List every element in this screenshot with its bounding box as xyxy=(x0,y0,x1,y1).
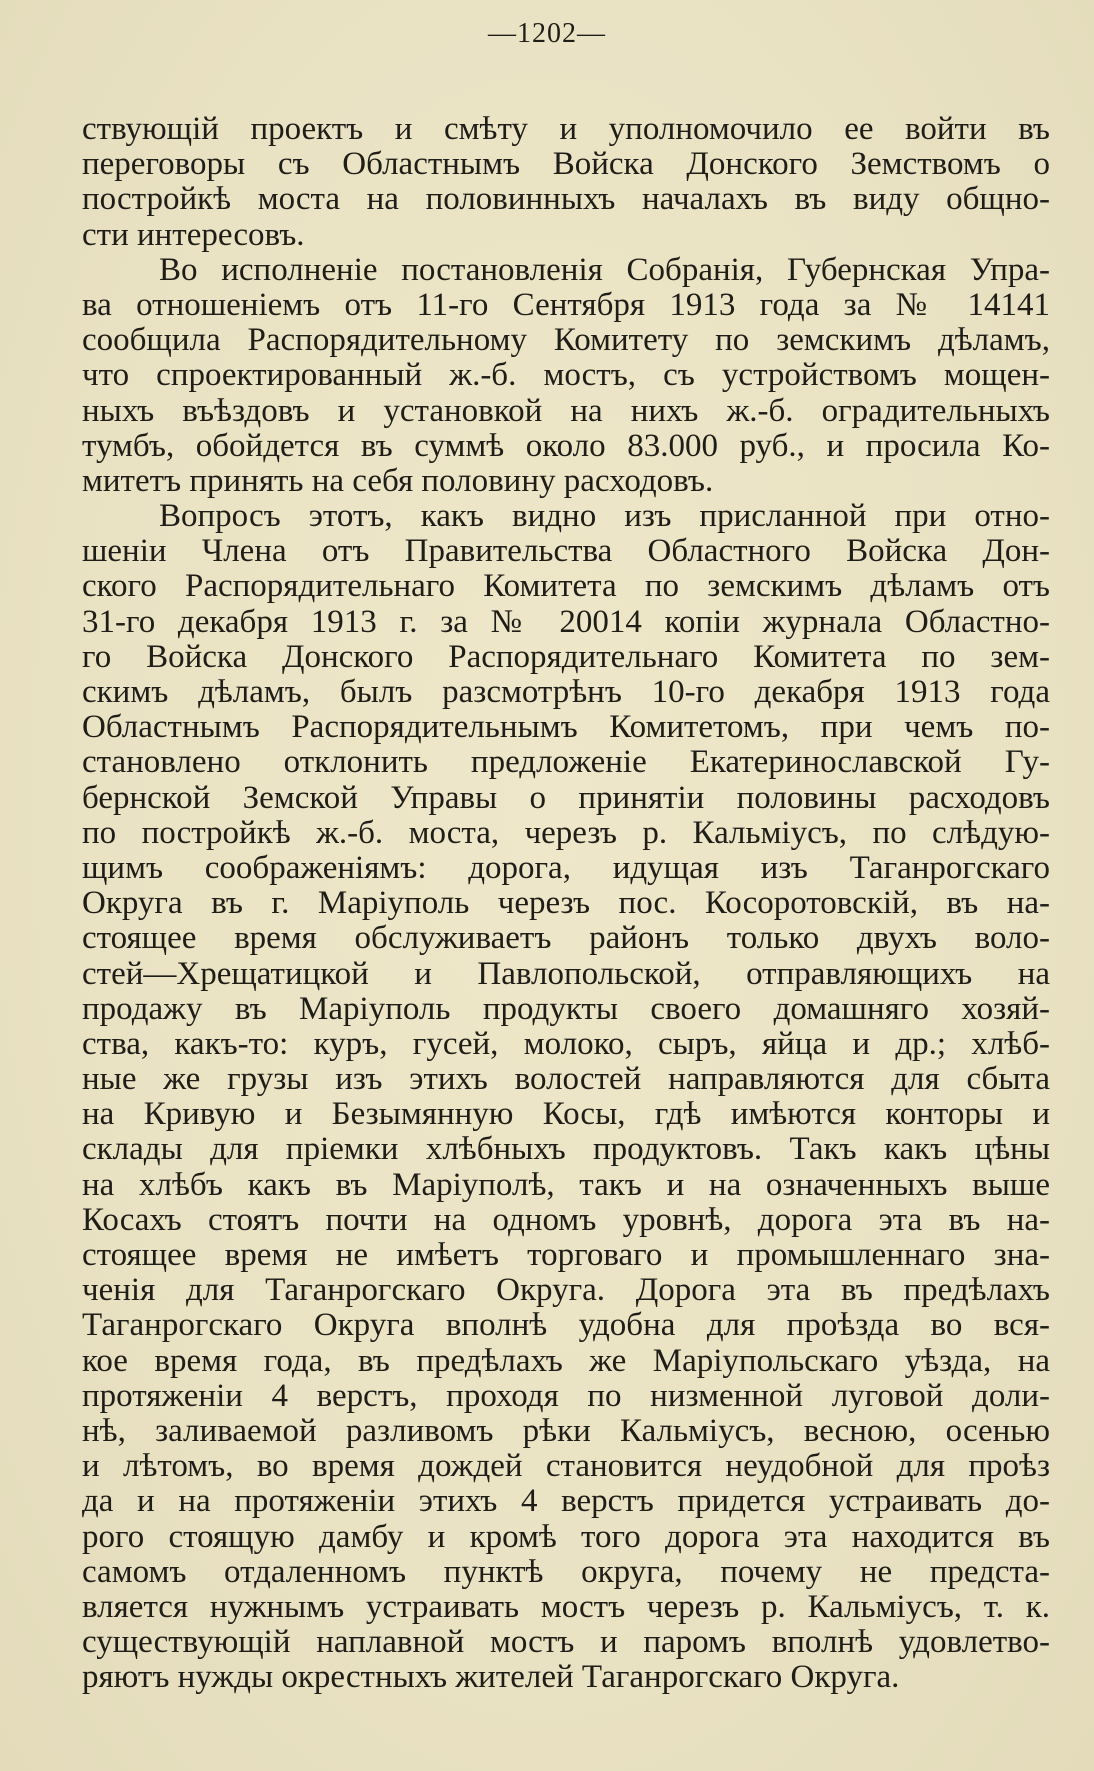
text-line: переговоры съ Областнымъ Войска Донского Земствомъ о xyxy=(82,146,1050,183)
text-line: ныхъ въѣздовъ и установкой на нихъ ж.-б. оградительныхъ xyxy=(82,392,1050,429)
text-line: рого стоящую дамбу и кромѣ того дорога эта находится въ xyxy=(82,1518,1050,1555)
text-line: ствующій проектъ и смѣту и уполномочило ее войти въ xyxy=(82,111,1050,147)
text-line: что спроектированный ж.-б. мостъ, съ устройствомъ мощен- xyxy=(82,357,1050,394)
text-line: сти интересовъ. xyxy=(82,216,305,253)
text-line: 31-го декабря 1913 г. за № 20014 копіи журнала Областно- xyxy=(82,603,1050,640)
text-line: щимъ соображеніямъ: дорога, идущая изъ Таганрогскаго xyxy=(82,849,1050,886)
text-line: продажу въ Маріуполь продукты своего домашняго хозяй- xyxy=(82,990,1050,1027)
text-line: Вопросъ этотъ, какъ видно изъ присланной при отно- xyxy=(159,498,1050,535)
text-line: го Войска Донского Распорядительнаго Комитета по зем- xyxy=(82,638,1050,675)
text-line: стоящее время обслуживаетъ районъ только двухъ воло- xyxy=(82,920,1050,957)
text-line: Округа въ г. Маріуполь черезъ пос. Косоротовскій, въ на- xyxy=(82,885,1050,922)
text-line: ные же грузы изъ этихъ волостей направляются для сбыта xyxy=(82,1061,1050,1098)
text-line: протяженіи 4 верстъ, проходя по низменной луговой доли- xyxy=(82,1377,1050,1414)
text-line: ского Распорядительнаго Комитета по земскимъ дѣламъ отъ xyxy=(82,568,1050,605)
text-line: Таганрогскаго Округа вполнѣ удобна для проѣзда во вся- xyxy=(82,1307,1050,1344)
text-line: тумбъ, обойдется въ суммѣ около 83.000 руб., и просила Ко- xyxy=(82,427,1050,464)
body-text xyxy=(82,112,1050,1695)
text-line: становлено отклонить предложеніе Екатеринославской Гу- xyxy=(82,744,1050,781)
text-line: склады для пріемки хлѣбныхъ продуктовъ. Такъ какъ цѣны xyxy=(82,1131,1050,1168)
text-line: скимъ дѣламъ, былъ разсмотрѣнъ 10-го декабря 1913 года xyxy=(82,674,1050,710)
text-line: кое время года, въ предѣлахъ же Маріупольскаго уѣзда, на xyxy=(82,1342,1050,1379)
text-line: шеніи Члена отъ Правительства Областного Войска Дон- xyxy=(82,533,1050,570)
text-line: по постройкѣ ж.-б. моста, черезъ р. Кальміусъ, по слѣдую- xyxy=(82,814,1050,851)
page-number: —1202— xyxy=(488,18,606,49)
text-line: и лѣтомъ, во время дождей становится неудобной для проѣз xyxy=(82,1448,1050,1485)
text-line: ва отношеніемъ отъ 11-го Сентября 1913 года за № 14141 xyxy=(82,286,1050,323)
text-line: бернской Земской Управы о принятіи половины расходовъ xyxy=(82,779,1050,816)
text-line: нѣ, заливаемой разливомъ рѣки Кальміусъ, весною, осенью xyxy=(82,1412,1050,1449)
text-line: Во исполненіе постановленія Собранія, Губернская Упра- xyxy=(159,251,1050,288)
text-line: существующій наплавной мостъ и паромъ вполнѣ удовлетво- xyxy=(82,1624,1050,1661)
text-line: постройкѣ моста на половинныхъ началахъ въ виду общно- xyxy=(82,181,1050,218)
text-line: на хлѣбъ какъ въ Маріуполѣ, такъ и на означенныхъ выше xyxy=(82,1166,1050,1203)
text-line: митетъ принять на себя половину расходовъ. xyxy=(82,462,714,499)
text-line: ряютъ нужды окрестныхъ жителей Таганрогскаго Округа. xyxy=(82,1659,900,1696)
text-line: стоящее время не имѣетъ торговаго и промышленнаго зна- xyxy=(82,1237,1050,1273)
text-line: ства, какъ-то: куръ, гусей, молоко, сыръ, яйца и др.; хлѣб- xyxy=(82,1025,1050,1062)
text-line: ченія для Таганрогскаго Округа. Дорога эта въ предѣлахъ xyxy=(82,1272,1050,1309)
text-line: вляется нужнымъ устраивать мостъ черезъ р. Кальміусъ, т. к. xyxy=(82,1588,1050,1625)
text-line: сообщила Распорядительному Комитету по земскимъ дѣламъ, xyxy=(82,322,1050,359)
text-line: да и на протяженіи этихъ 4 верстъ придется устраивать до- xyxy=(82,1483,1050,1520)
text-line: Областнымъ Распорядительнымъ Комитетомъ, при чемъ по- xyxy=(82,709,1050,746)
text-line: на Кривую и Безымянную Косы, гдѣ имѣются конторы и xyxy=(82,1096,1050,1133)
text-line: самомъ отдаленномъ пунктѣ округа, почему не предста- xyxy=(82,1553,1050,1590)
text-line: Косахъ стоятъ почти на одномъ уровнѣ, дорога эта въ на- xyxy=(82,1201,1050,1238)
text-line: стей—Хрещатицкой и Павлопольской, отправляющихъ на xyxy=(82,955,1050,992)
